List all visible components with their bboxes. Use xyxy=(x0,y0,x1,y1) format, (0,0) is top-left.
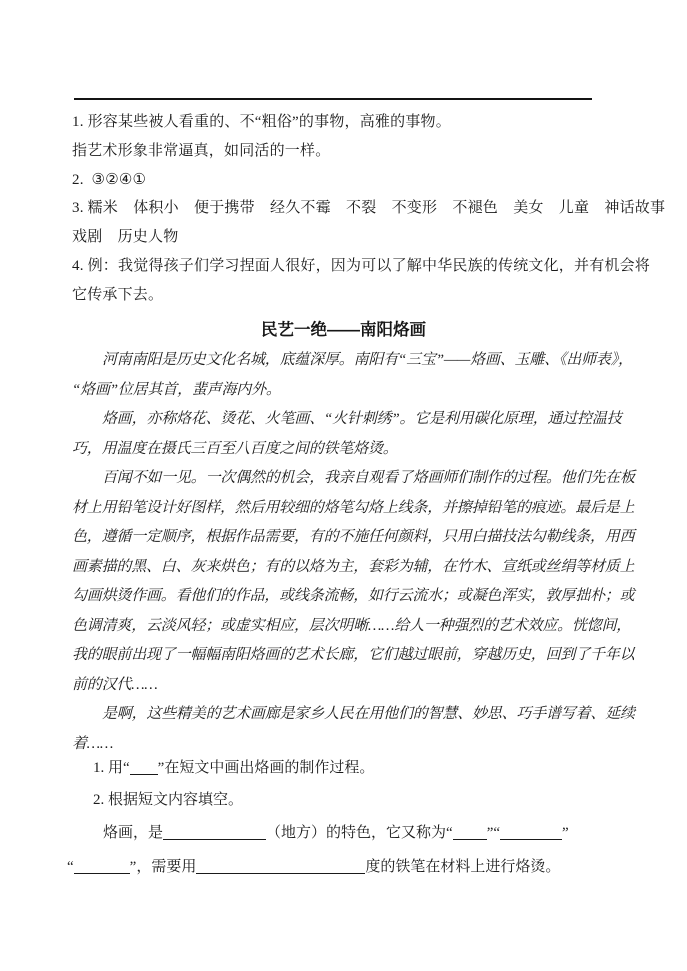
text-line: 着…… xyxy=(72,735,114,752)
text-line: 4. 例：我觉得孩子们学习捏面人很好，因为可以了解中华民族的传统文化，并有机会将 xyxy=(72,257,651,274)
text-line: 它传承下去。 xyxy=(72,286,164,303)
text-segment: 度的铁笔在材料上进行烙烫。 xyxy=(365,859,561,875)
text-line: 色调清爽，云淡风轻；或虚实相应，层次明晰……给人一种强烈的艺术效应。恍惚间， xyxy=(72,617,632,634)
text-line: 百闻不如一见。一次偶然的机会，我亲自观看了烙画师们制作的过程。他们先在板 xyxy=(102,470,635,486)
questions-section xyxy=(93,752,663,816)
fill-blank-line-2 xyxy=(67,850,682,884)
article-body xyxy=(72,346,677,759)
text-segment: 1. 用“ xyxy=(93,760,130,776)
blank-underline xyxy=(163,825,266,840)
fill-blank-line-1 xyxy=(72,816,682,850)
text-line: 我的眼前出现了一幅幅南阳烙画的艺术长廊，它们越过眼前，穿越历史，回到了千年以 xyxy=(72,647,635,663)
answer-key-section xyxy=(72,108,672,310)
text-segment: ”在短文中画出烙画的制作过程。 xyxy=(157,760,375,776)
text-segment: ”“ xyxy=(486,825,501,841)
text-segment: ” xyxy=(562,825,569,841)
blank-underline xyxy=(74,859,130,874)
text-segment: “ xyxy=(67,859,74,875)
text-line: 河南南阳是历史文化名城，底蕴深厚。南阳有“三宝”——烙画、玉雕、《出师表》， xyxy=(102,352,633,368)
blank-underline xyxy=(130,760,158,775)
text-line: 色，遵循一定顺序，根据作品需要，有的不施任何颜料，只用白描技法勾勒线条，用西 xyxy=(72,529,635,545)
article-title: 民艺一绝——南阳烙画 xyxy=(261,321,426,339)
text-line: 材上用铅笔设计好图样，然后用较细的烙笔勾烙上线条，并擦掉铅笔的痕迹。最后是上 xyxy=(72,499,635,516)
text-line: 烙画，亦称烙花、烫花、火笔画、“火针刺绣”。它是利用碳化原理，通过控温技 xyxy=(102,411,622,427)
text-segment: ”，需要用 xyxy=(129,859,197,875)
blank-underline xyxy=(453,825,487,840)
text-line: 勾画烘烫作画。看他们的作品，或线条流畅，如行云流水；或凝色浑实，敦厚拙朴；或 xyxy=(72,588,635,604)
text-line: 是啊，这些精美的艺术画廊是家乡人民在用他们的智慧、妙思、巧手谱写着、延续 xyxy=(102,706,635,722)
text-line: 指艺术形象非常逼真，如同活的一样。 xyxy=(72,142,331,159)
text-line: 2. ③②④① xyxy=(72,171,147,188)
question-2: 2. 根据短文内容填空。 xyxy=(93,792,244,808)
fill-blank-section xyxy=(67,816,682,884)
text-line: “烙画”位居其首，蜚声海内外。 xyxy=(72,381,281,398)
text-segment: （地方）的特色，它又称为“ xyxy=(266,825,453,841)
text-segment: 烙画，是 xyxy=(103,825,164,841)
text-line: 画素描的黑、白、灰来烘色；有的以烙为主，套彩为辅，在竹木、宣纸或丝绢等材质上 xyxy=(72,558,635,575)
blank-underline xyxy=(500,825,562,840)
text-line: 3. 糯米 体积小 便于携带 经久不霉 不裂 不变形 不褪色 美女 儿童 神话故事 xyxy=(72,200,666,217)
text-line: 前的汉代…… xyxy=(72,676,158,693)
question-1 xyxy=(93,752,663,784)
text-line: 戏剧 历史人物 xyxy=(72,229,179,246)
text-line: 1. 形容某些被人看重的、不“粗俗”的事物，高雅的事物。 xyxy=(72,114,451,130)
text-line: 巧，用温度在摄氏三百至八百度之间的铁笔烙烫。 xyxy=(72,440,398,457)
blank-underline xyxy=(196,859,365,874)
header-rule xyxy=(74,98,592,100)
